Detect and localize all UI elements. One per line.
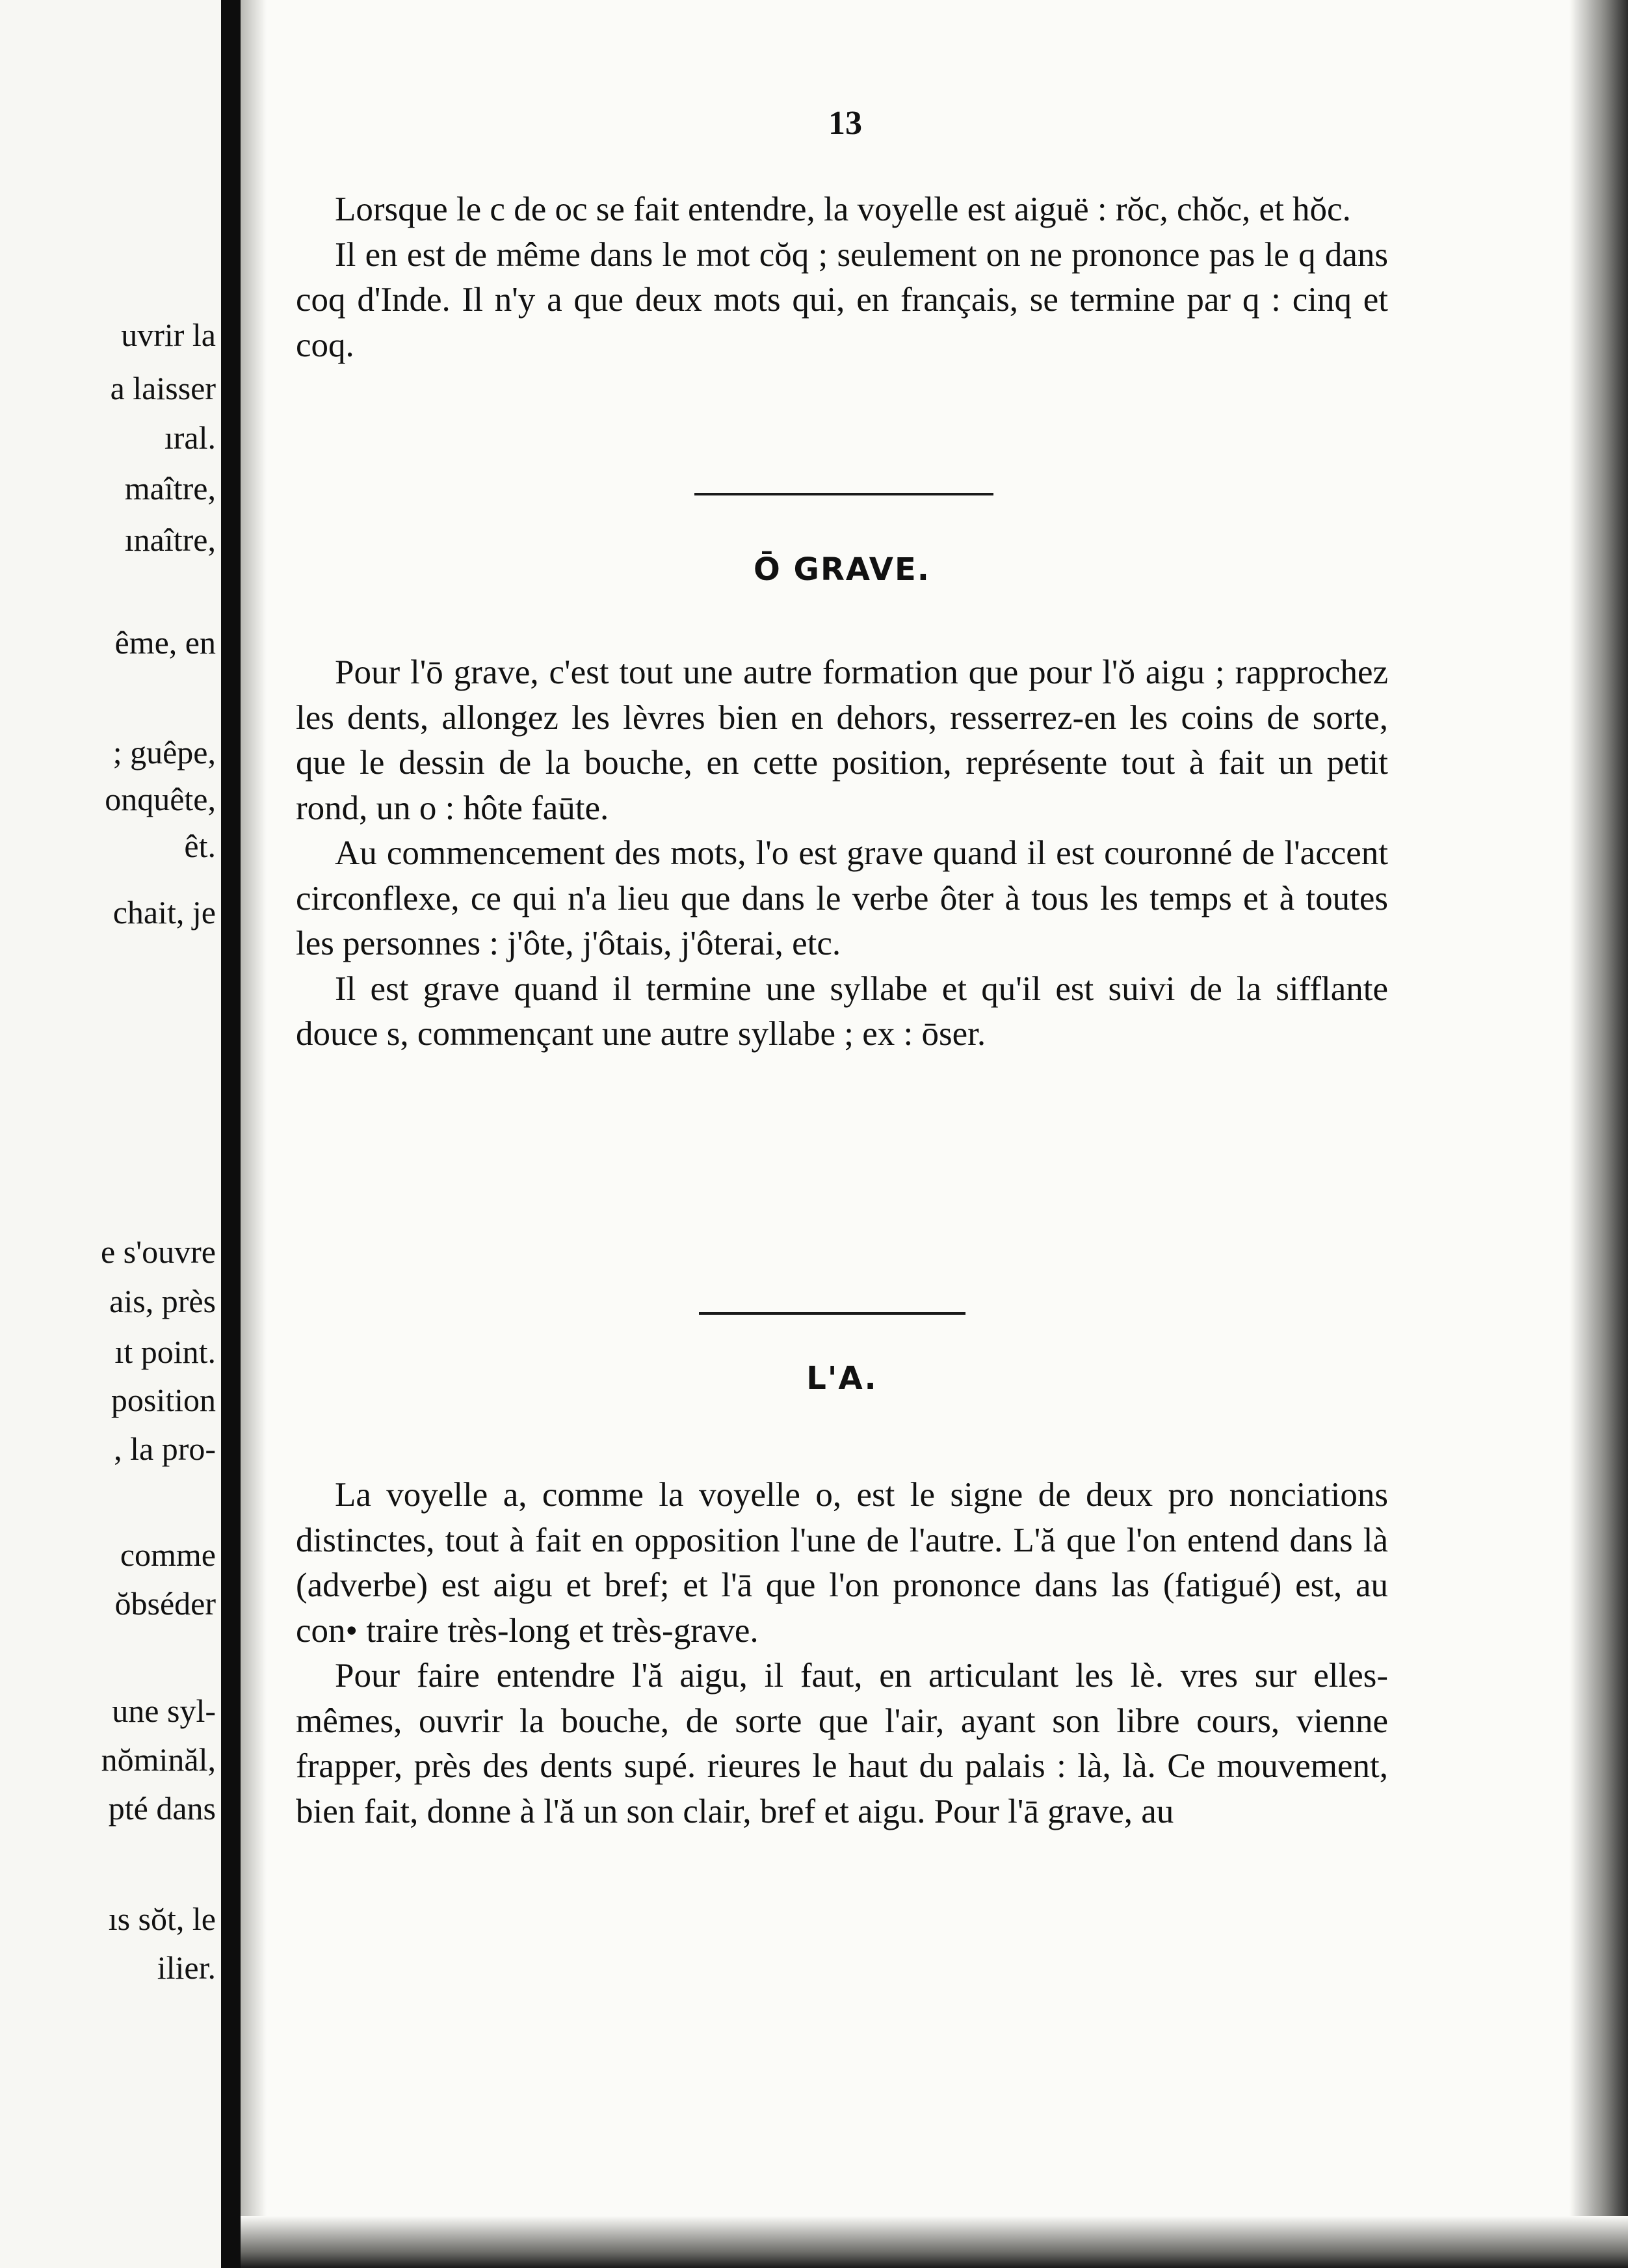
left-line: ıt point.	[114, 1334, 216, 1370]
paragraph: Au commencement des mots, l'o est grave quand il est couronné de l'accent circonflexe, ce qui n'a lieu que dans le verbe ôter à tous les temps et à toutes les personnes : j'ôte, j'ôtais, j'ôterai, etc.	[296, 834, 1388, 962]
paragraph: Pour l'ō grave, c'est tout une autre formation que pour l'ŏ aigu ; rapprochez les dents, allongez les lèvres bien en dehors, resserrez-en les coins de sorte, que le dessin de la bouche, en cette position, représente tout à fait un petit rond, un o : hôte faūte.	[296, 653, 1388, 827]
left-line: comme	[120, 1536, 216, 1573]
left-line: êt.	[184, 828, 216, 864]
left-line: uvrir la	[121, 317, 216, 353]
page-right-edge	[1569, 0, 1628, 2268]
left-line: ıral.	[164, 419, 216, 456]
left-line: e s'ouvre	[100, 1233, 216, 1270]
section-heading-a: L'A.	[806, 1360, 878, 1397]
left-line: maître,	[124, 470, 216, 507]
paragraph: Pour faire entendre l'ă aigu, il faut, en articulant les lè. vres sur elles-mêmes, ouvrir la bouche, de sorte que l'air, ayant son libre cours, vienne frapper, près des dents supé. rieures le haut du palais : là, là. Ce mouvement, bien fait, donne à l'ă un son clair, bref et aigu. Pour l'ā grave, au	[296, 1657, 1388, 1830]
left-line: nŏminăl,	[101, 1741, 216, 1778]
left-line: , la pro-	[114, 1431, 216, 1467]
left-line: ınaître,	[124, 521, 216, 558]
left-line: ; guêpe,	[112, 734, 216, 771]
left-line: ŏbséder	[114, 1585, 216, 1622]
section-o-aigu-end	[296, 187, 1388, 368]
left-line: onquête,	[105, 781, 216, 817]
section-heading-o-grave: Ō GRAVE.	[754, 551, 930, 588]
left-line: a laisser	[110, 370, 216, 406]
paragraph: La voyelle a, comme la voyelle o, est le signe de deux pro nonciations distinctes, tout à fait en opposition l'une de l'autre. L'ă que l'on entend dans là (adverbe) est aigu et bref; et l'ā que l'on prononce dans las (fatigué) est, au con• traire très-long et très-grave.	[296, 1476, 1388, 1650]
paragraph: Il est grave quand il termine une syllabe et qu'il est suivi de la sifflante douce s, commençant une autre syllabe ; ex : ōser.	[296, 969, 1388, 1053]
paragraph: Il en est de même dans le mot cŏq ; seulement on ne prononce pas le q dans coq d'Inde. Il n'y a que deux mots qui, en français, se termine par q : cinq et coq.	[296, 235, 1388, 364]
left-line: ıs sŏt, le	[108, 1901, 216, 1937]
left-page-fragment	[0, 0, 228, 2268]
section-a	[296, 1473, 1388, 1834]
section-divider	[699, 1312, 965, 1315]
section-o-grave	[296, 650, 1388, 1057]
left-line: ême, en	[114, 624, 216, 661]
left-line: une syl-	[112, 1693, 216, 1729]
section-divider	[694, 493, 993, 495]
left-line: chait, je	[112, 894, 216, 930]
paragraph: Lorsque le c de oc se fait entendre, la voyelle est aiguë : rŏc, chŏc, et hŏc.	[335, 191, 1351, 228]
gutter-shadow	[241, 0, 267, 2268]
left-line: ais, près	[109, 1283, 216, 1319]
page-number: 13	[828, 105, 862, 142]
left-line: position	[111, 1382, 216, 1418]
left-line: pté dans	[108, 1790, 216, 1826]
page-bottom-edge	[241, 2216, 1628, 2268]
binding-gutter	[221, 0, 241, 2268]
left-line: ilier.	[157, 1949, 216, 1986]
